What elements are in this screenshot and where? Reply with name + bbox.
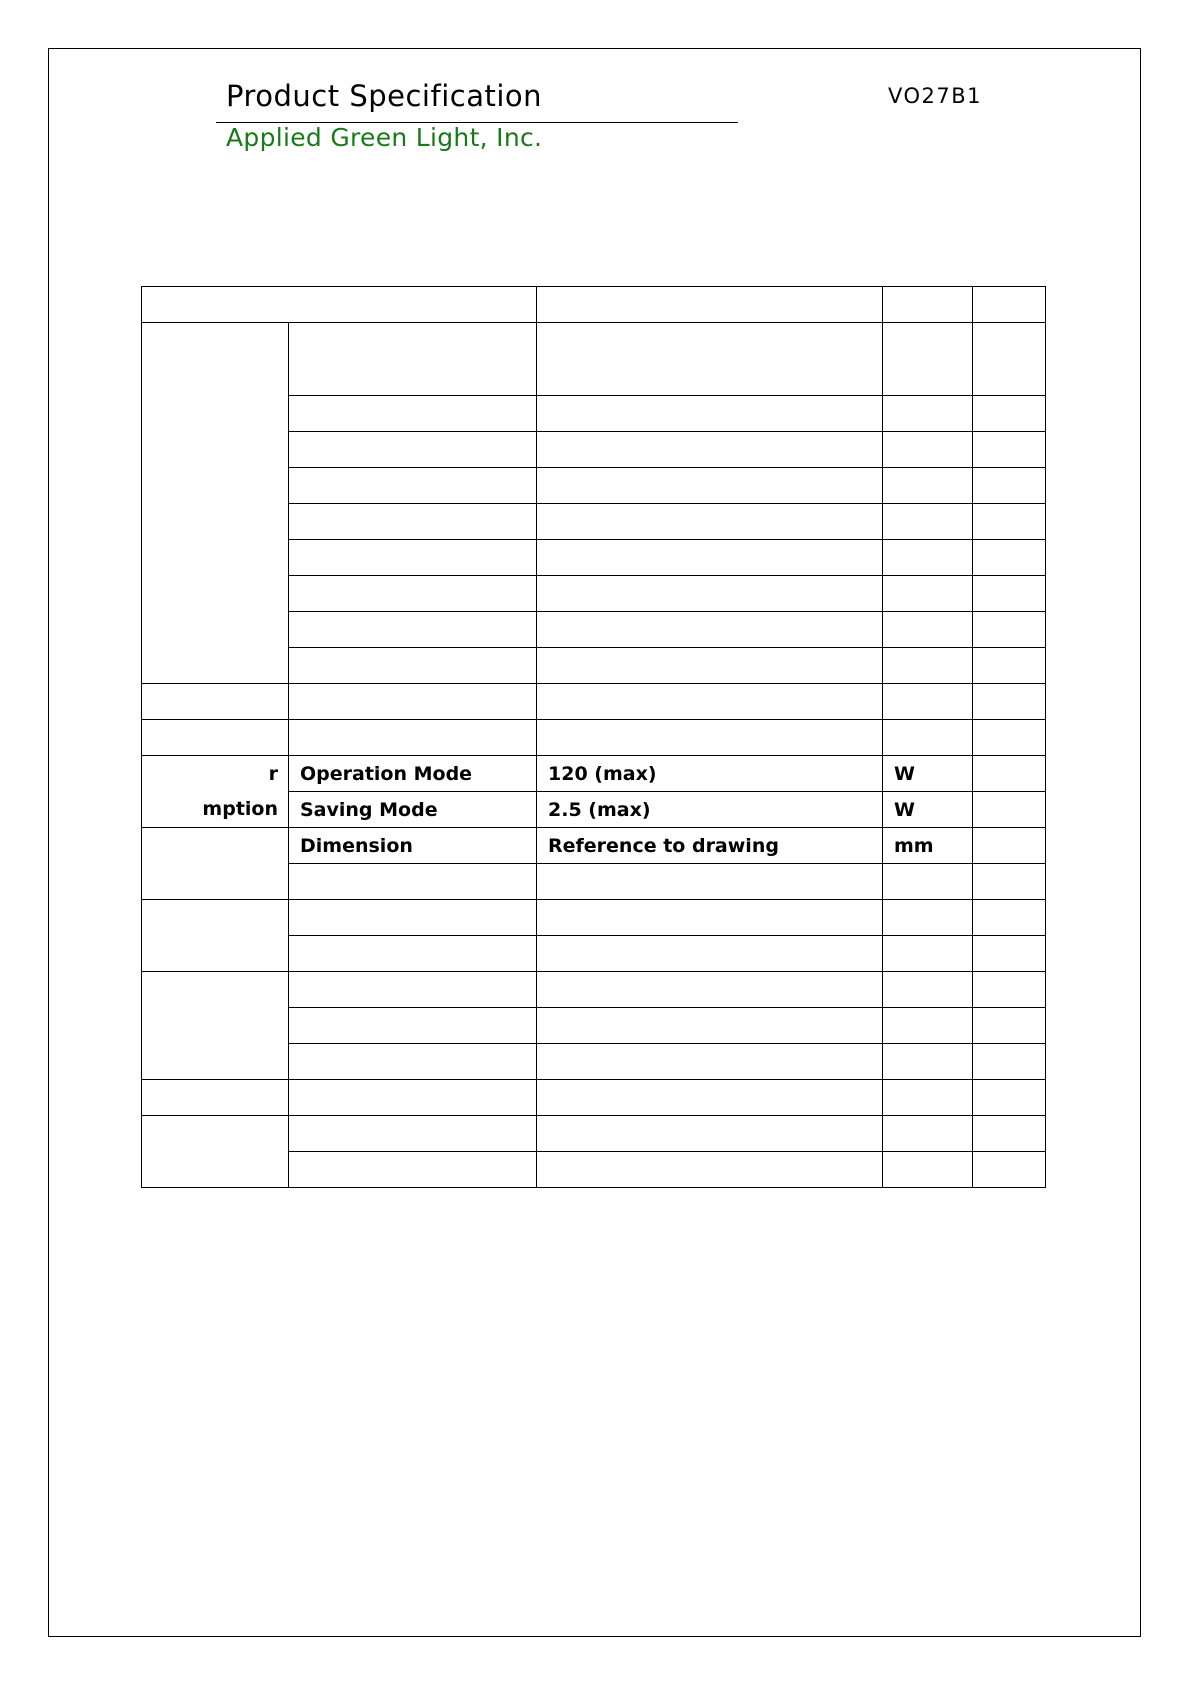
table-cell <box>537 648 883 684</box>
table-cell <box>883 1152 973 1188</box>
group-cell <box>142 323 289 684</box>
table-row-dimension <box>142 828 1046 864</box>
table-cell <box>973 720 1046 756</box>
table-cell <box>883 972 973 1008</box>
company-name: Applied Green Light, Inc. <box>226 123 543 152</box>
table-row <box>142 323 1046 396</box>
table-row <box>142 1116 1046 1152</box>
table-header-cell <box>883 287 973 323</box>
table-cell <box>883 936 973 972</box>
operation-mode-note <box>973 756 1046 792</box>
table-cell <box>537 612 883 648</box>
table-cell <box>883 540 973 576</box>
table-cell <box>883 1008 973 1044</box>
saving-mode-unit: W <box>883 792 973 828</box>
group-cell <box>142 684 289 720</box>
table-cell <box>289 576 537 612</box>
table-row <box>142 720 1046 756</box>
table-cell <box>883 576 973 612</box>
table-cell <box>289 432 537 468</box>
table-cell <box>883 612 973 648</box>
table-cell <box>537 1008 883 1044</box>
saving-mode-item: Saving Mode <box>289 792 537 828</box>
dimension-item: Dimension <box>289 828 537 864</box>
table-cell <box>883 684 973 720</box>
table-cell <box>289 864 537 900</box>
table-cell <box>883 323 973 396</box>
table-cell <box>537 1116 883 1152</box>
table-row <box>142 900 1046 936</box>
saving-mode-note <box>973 792 1046 828</box>
power-consumption-group-label-line1: r <box>142 756 289 792</box>
table-cell <box>537 1080 883 1116</box>
saving-mode-value: 2.5 (max) <box>537 792 883 828</box>
group-cell <box>142 720 289 756</box>
table-cell <box>883 504 973 540</box>
document-title: Product Specification <box>226 79 543 113</box>
model-code: VO27B1 <box>888 84 983 108</box>
table-cell <box>289 720 537 756</box>
table-row <box>142 684 1046 720</box>
operation-mode-value: 120 (max) <box>537 756 883 792</box>
table-cell <box>289 1080 537 1116</box>
table-cell <box>289 684 537 720</box>
table-cell <box>537 540 883 576</box>
table-cell <box>537 576 883 612</box>
table-cell <box>537 468 883 504</box>
table-cell <box>973 396 1046 432</box>
table-cell <box>973 1152 1046 1188</box>
table-cell <box>973 864 1046 900</box>
table-header-row <box>142 287 1046 323</box>
table-cell <box>883 1044 973 1080</box>
table-header-cell <box>973 287 1046 323</box>
group-cell <box>142 972 289 1080</box>
operation-mode-item: Operation Mode <box>289 756 537 792</box>
table-cell <box>289 648 537 684</box>
operation-mode-unit: W <box>883 756 973 792</box>
table-cell <box>289 936 537 972</box>
dimension-note <box>973 828 1046 864</box>
table-cell <box>973 1116 1046 1152</box>
table-cell <box>973 1008 1046 1044</box>
table-cell <box>537 864 883 900</box>
table-cell <box>289 468 537 504</box>
table-cell <box>537 720 883 756</box>
table-cell <box>883 648 973 684</box>
table-cell <box>883 1116 973 1152</box>
table-cell <box>883 468 973 504</box>
table-cell <box>537 1044 883 1080</box>
table-cell <box>973 648 1046 684</box>
table-cell <box>973 936 1046 972</box>
table-cell <box>537 504 883 540</box>
table-cell <box>973 432 1046 468</box>
table-cell <box>973 972 1046 1008</box>
table-cell <box>537 900 883 936</box>
group-cell <box>142 900 289 972</box>
table-row <box>142 1080 1046 1116</box>
table-row <box>142 972 1046 1008</box>
table-row-operation-mode <box>142 756 1046 792</box>
table-cell <box>537 396 883 432</box>
table-cell <box>973 323 1046 396</box>
table-cell <box>883 432 973 468</box>
dimension-value: Reference to drawing <box>537 828 883 864</box>
table-header-cell <box>142 287 537 323</box>
power-consumption-group-label-line2: mption <box>142 792 289 828</box>
table-cell <box>973 612 1046 648</box>
table-cell <box>289 504 537 540</box>
table-cell <box>973 1080 1046 1116</box>
table-cell <box>883 720 973 756</box>
table-cell <box>289 1044 537 1080</box>
group-cell <box>142 1080 289 1116</box>
table-cell <box>973 684 1046 720</box>
table-cell <box>289 900 537 936</box>
table-cell <box>289 323 537 396</box>
table-cell <box>537 323 883 396</box>
table-cell <box>883 864 973 900</box>
table-cell <box>973 468 1046 504</box>
table-cell <box>973 504 1046 540</box>
table-cell <box>289 1008 537 1044</box>
table-cell <box>289 612 537 648</box>
table-cell <box>537 684 883 720</box>
table-cell <box>289 396 537 432</box>
table-cell <box>883 1080 973 1116</box>
table-cell <box>973 576 1046 612</box>
group-cell <box>142 828 289 900</box>
table-row-saving-mode <box>142 792 1046 828</box>
table-header-cell <box>537 287 883 323</box>
table-cell <box>883 900 973 936</box>
group-cell <box>142 1116 289 1188</box>
table-cell <box>289 972 537 1008</box>
table-cell <box>883 396 973 432</box>
dimension-unit: mm <box>883 828 973 864</box>
table-cell <box>289 1152 537 1188</box>
table-cell <box>973 900 1046 936</box>
table-cell <box>537 1152 883 1188</box>
table-cell <box>537 432 883 468</box>
table-cell <box>289 1116 537 1152</box>
spec-table <box>141 286 1046 1188</box>
table-cell <box>537 936 883 972</box>
table-cell <box>973 540 1046 576</box>
table-cell <box>537 972 883 1008</box>
table-cell <box>973 1044 1046 1080</box>
table-cell <box>289 540 537 576</box>
